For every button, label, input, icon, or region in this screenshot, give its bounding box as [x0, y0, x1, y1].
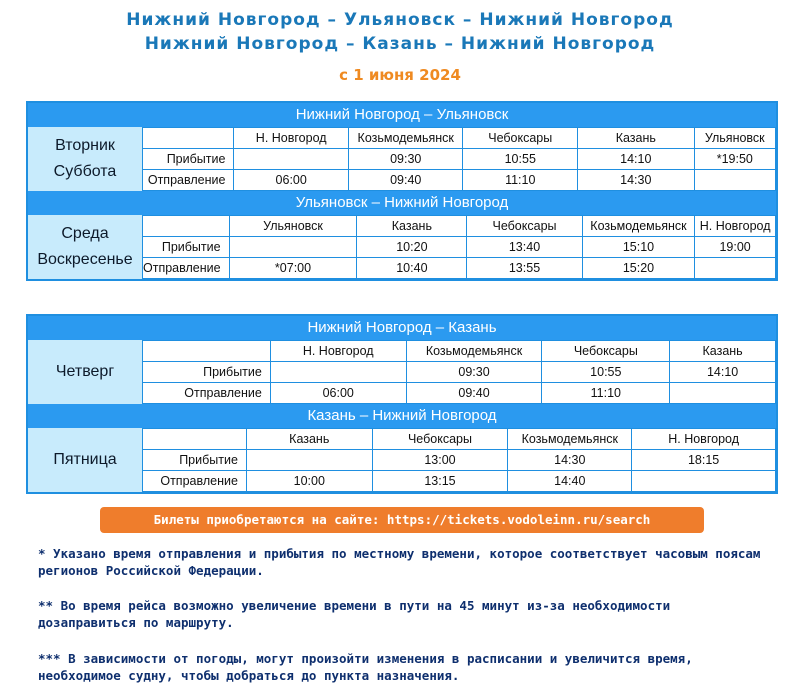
time-cell: 14:30 [578, 170, 695, 191]
time-cell: 10:00 [246, 471, 372, 492]
time-cell [229, 237, 357, 258]
stop-header: Н. Новгород [270, 341, 406, 362]
stop-header: Козьмодемьянск [348, 128, 463, 149]
route-section [28, 340, 776, 404]
table-row [143, 341, 776, 362]
time-cell [234, 149, 349, 170]
stop-header: Ульяновск [229, 216, 357, 237]
time-cell: 13:55 [467, 258, 582, 279]
footnote-3: *** В зависимости от погоды, могут произойти изменения в расписании и увеличится время, необходимое судну, чтобы добраться до пункта назначения. [38, 651, 693, 683]
departure-label: Отправление [143, 471, 247, 492]
time-cell [632, 471, 776, 492]
effective-date: с 1 июня 2024 [339, 66, 461, 84]
time-cell: 10:40 [357, 258, 467, 279]
route-title: Казань – Нижний Новгород [28, 404, 776, 428]
time-cell: *19:50 [694, 149, 775, 170]
table-row [143, 450, 776, 471]
time-cell: 10:20 [357, 237, 467, 258]
table-row [143, 258, 776, 279]
table-row [143, 362, 776, 383]
day-label: Четверг [55, 363, 115, 380]
route-title: Нижний Новгород – Ульяновск [28, 103, 776, 127]
table-row [143, 383, 776, 404]
time-cell: 09:30 [406, 362, 542, 383]
time-cell: 06:00 [270, 383, 406, 404]
stop-header: Козьмодемьянск [508, 429, 632, 450]
table-row [143, 170, 776, 191]
time-cell: 09:30 [348, 149, 463, 170]
table-row [143, 216, 776, 237]
title-line-2: Нижний Новгород – Казань – Нижний Новгород [144, 34, 656, 54]
table-row [143, 237, 776, 258]
time-cell: 18:15 [632, 450, 776, 471]
time-cell: 09:40 [348, 170, 463, 191]
departure-label: Отправление [143, 170, 234, 191]
day-label: Воскресенье [37, 251, 133, 268]
route-section [28, 127, 776, 191]
timetable [142, 428, 776, 492]
stop-header: Н. Новгород [234, 128, 349, 149]
time-cell: 14:10 [670, 362, 776, 383]
day-label: Среда [61, 225, 109, 242]
day-label: Пятница [53, 451, 117, 468]
stop-header: Чебоксары [463, 128, 578, 149]
arrival-label: Прибытие [143, 362, 271, 383]
time-cell: 14:30 [508, 450, 632, 471]
time-cell: 11:10 [542, 383, 670, 404]
table-row [143, 149, 776, 170]
arrival-label: Прибытие [143, 149, 234, 170]
time-cell [695, 258, 776, 279]
stop-header: Казань [670, 341, 776, 362]
time-cell [246, 450, 372, 471]
route-section [28, 215, 776, 279]
departure-label: Отправление [143, 383, 271, 404]
time-cell: 06:00 [234, 170, 349, 191]
stop-header: Козьмодемьянск [582, 216, 695, 237]
timetable [142, 215, 776, 279]
time-cell: 15:20 [582, 258, 695, 279]
time-cell [670, 383, 776, 404]
time-cell [270, 362, 406, 383]
time-cell: 13:00 [372, 450, 508, 471]
route-section [28, 428, 776, 492]
time-cell: 09:40 [406, 383, 542, 404]
stop-header: Казань [578, 128, 695, 149]
time-cell: 14:40 [508, 471, 632, 492]
day-cell [28, 127, 142, 191]
day-cell [28, 340, 142, 404]
time-cell: 13:15 [372, 471, 508, 492]
departure-label: Отправление [143, 258, 230, 279]
time-cell: 19:00 [695, 237, 776, 258]
title-line-1: Нижний Новгород – Ульяновск – Нижний Новгород [126, 10, 674, 30]
footnote-1: * Указано время отправления и прибытия по местному времени, которое соответствует часовым поясам регионов Российской Федерации. [38, 546, 761, 578]
stop-header: Чебоксары [467, 216, 582, 237]
time-cell: 14:10 [578, 149, 695, 170]
day-cell [28, 215, 142, 279]
route-title: Ульяновск – Нижний Новгород [28, 191, 776, 215]
footnote-2: ** Во время рейса возможно увеличение времени в пути на 45 минут из-за необходимости дозаправиться по маршруту. [38, 598, 671, 630]
arrival-label: Прибытие [143, 450, 247, 471]
day-label: Суббота [53, 163, 117, 180]
day-label: Вторник [55, 137, 115, 154]
timetable [142, 127, 776, 191]
stop-header: Козьмодемьянск [406, 341, 542, 362]
stop-header: Казань [246, 429, 372, 450]
ticket-link-banner[interactable]: Билеты приобретаются на сайте: https://tickets.vodoleinn.ru/search [100, 507, 704, 533]
schedule-block-ulyanovsk [26, 101, 778, 281]
day-cell [28, 428, 142, 492]
stop-header: Ульяновск [694, 128, 775, 149]
stop-header: Н. Новгород [695, 216, 776, 237]
stop-header: Чебоксары [372, 429, 508, 450]
time-cell [694, 170, 775, 191]
time-cell: 10:55 [463, 149, 578, 170]
schedule-block-kazan [26, 314, 778, 494]
time-cell: 11:10 [463, 170, 578, 191]
table-row [143, 471, 776, 492]
table-row [143, 429, 776, 450]
timetable [142, 340, 776, 404]
stop-header: Чебоксары [542, 341, 670, 362]
time-cell: 10:55 [542, 362, 670, 383]
route-title: Нижний Новгород – Казань [28, 316, 776, 340]
arrival-label: Прибытие [143, 237, 230, 258]
time-cell: 13:40 [467, 237, 582, 258]
time-cell: *07:00 [229, 258, 357, 279]
stop-header: Казань [357, 216, 467, 237]
table-row [143, 128, 776, 149]
stop-header: Н. Новгород [632, 429, 776, 450]
time-cell: 15:10 [582, 237, 695, 258]
